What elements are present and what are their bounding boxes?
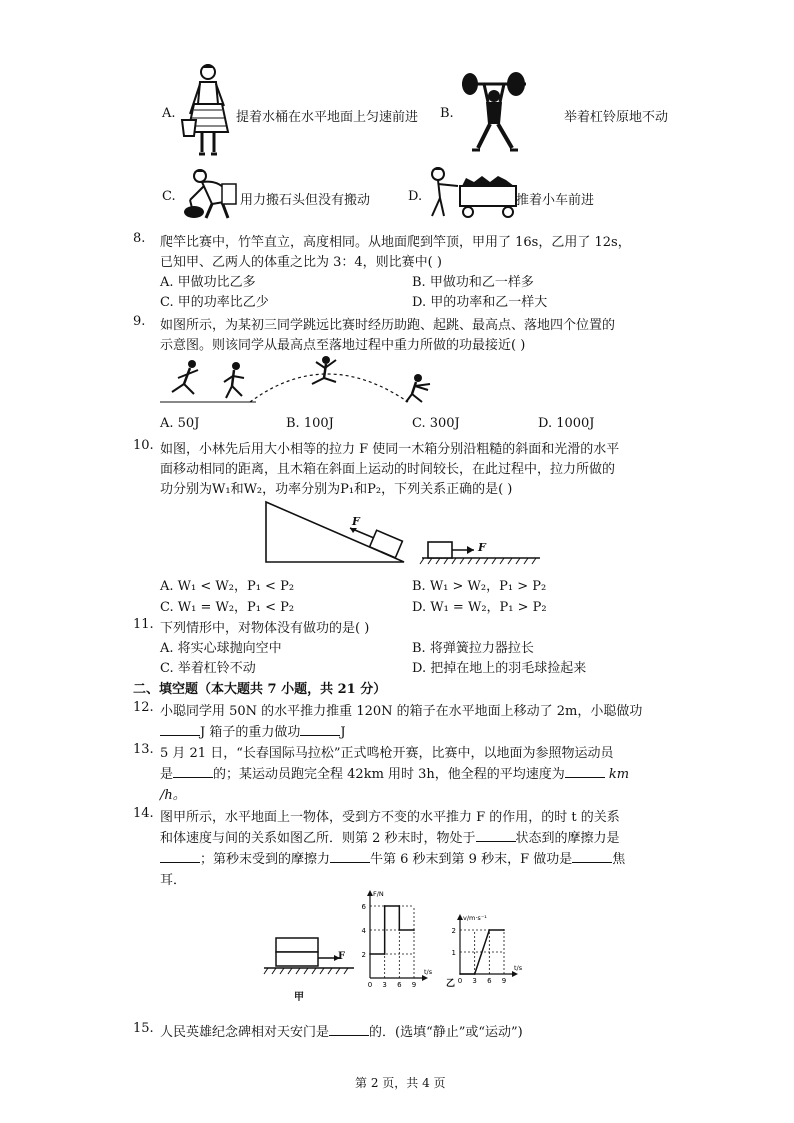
q9-option-a: A. 50J	[160, 416, 200, 431]
q15-stem-line1b: 的．(选填“静止”或“运动”)	[369, 1025, 523, 1040]
q11-option-a: A. 将实心球抛向空中	[160, 641, 282, 656]
q15-stem-line1	[160, 1021, 523, 1040]
q8-number: 8.	[133, 231, 146, 246]
q7-option-a-text: 提着水桶在水平地面上匀速前进	[236, 110, 419, 125]
graph2-xtick-label-3: 3	[472, 977, 477, 985]
q14-graph-force-time	[340, 880, 440, 990]
q14-fig-yi-label: 乙	[446, 979, 456, 989]
q14-blank-2[interactable]	[160, 850, 200, 863]
q14-fig-force-label: F	[338, 951, 346, 962]
q9-number: 9.	[133, 314, 146, 329]
q14-stem-line1: 图甲所示，水平地面上一物体，受到方不变的水平推力 F 的作用，的时 t 的关系	[160, 810, 620, 825]
q11-option-c: C. 举着杠铃不动	[160, 661, 256, 676]
q11-option-d: D. 把掉在地上的羽毛球捡起来	[412, 661, 587, 676]
page-footer: 第 2 页，共 4 页	[355, 1076, 446, 1090]
q13-blank-2[interactable]	[565, 765, 605, 778]
graph2-ytick-label-2: 2	[451, 927, 456, 935]
q13-stem-line2b: 的；某运动员跑完全程 42km 用时 3h，他全程的平均速度为	[213, 767, 565, 782]
q9-option-d: D. 1000J	[538, 416, 595, 431]
graph2-xlabel: t/s	[514, 964, 523, 972]
q8-stem-line1: 爬竿比赛中，竹竿直立，高度相同。从地面爬到竿顶，甲用了 16s，乙用了 12s，	[160, 235, 631, 250]
q7-option-b-label: B.	[440, 106, 454, 121]
q12-stem-line2a: J 箱子的重力做功	[200, 725, 301, 740]
graph1-ylabel: F/N	[373, 890, 384, 898]
q9-option-b: B. 100J	[286, 416, 334, 431]
graph2-ytick-label-1: 1	[451, 949, 456, 957]
q8-option-d: D. 甲的功率和乙一样大	[412, 295, 548, 310]
figure-woman-bucket	[180, 62, 236, 158]
graph2-ylabel: v/m·s⁻¹	[463, 914, 487, 922]
q15-stem-line1a: 人民英雄纪念碑相对天安门是	[160, 1025, 330, 1040]
q10-option-c: C. W₁ = W₂，P₁ < P₂	[160, 600, 295, 615]
q12-blank-1[interactable]	[160, 723, 200, 736]
q14-stem-line2b: 状态到的摩擦力是	[515, 831, 620, 846]
q7-option-a-label: A.	[162, 106, 176, 121]
q13-stem-line2	[160, 763, 629, 782]
q12-stem-line2	[160, 721, 346, 740]
q10-option-d: D. W₁ = W₂，P₁ > P₂	[412, 600, 547, 615]
q13-number: 13.	[133, 742, 154, 757]
q10-fig-f-flat: F	[478, 541, 486, 554]
section-title-fill-blank: 二、填空题（本大题共 7 小题，共 21 分）	[133, 682, 387, 697]
q12-number: 12.	[133, 700, 154, 715]
q7-option-c-text: 用力搬石头但没有搬动	[240, 193, 371, 208]
graph2-xtick-label-0: 0	[457, 977, 463, 985]
q14-stem-line2	[160, 827, 620, 846]
q14-fig-jia-label: 甲	[294, 992, 304, 1003]
figure-weightlifter	[458, 70, 530, 154]
graph1-xtick-label-0: 0	[367, 981, 373, 989]
q14-graph-velocity-time	[440, 892, 540, 988]
q11-stem-line1: 下列情形中，对物体没有做功的是( )	[160, 621, 370, 636]
graph1-xtick-label-9: 9	[411, 981, 417, 989]
figure-incline-and-flat	[264, 500, 544, 570]
q12-stem-line1: 小聪同学用 50N 的水平推力推重 120N 的箱子在水平地面上移动了 2m，小聪做功	[160, 704, 643, 719]
q13-stem-line2a: 是	[160, 767, 174, 782]
q12-stem-line2b: J	[340, 725, 346, 740]
graph1-point	[384, 905, 386, 907]
graph2-point	[474, 973, 476, 975]
q14-blank-4[interactable]	[572, 850, 612, 863]
q7-option-b-text: 举着杠铃原地不动	[564, 110, 669, 125]
q10-option-b: B. W₁ > W₂，P₁ > P₂	[412, 579, 547, 594]
q15-blank-1[interactable]	[329, 1023, 369, 1036]
q10-stem-line1: 如图，小林先后用大小相等的拉力 F 使同一木箱分别沿粗糙的斜面和光滑的水平	[160, 442, 620, 457]
figure-person-cart	[424, 164, 520, 222]
graph1-point	[384, 953, 386, 955]
graph1-point	[413, 929, 415, 931]
q13-stem-line3: /h。	[160, 788, 186, 803]
graph1-ytick-label-2: 2	[361, 951, 366, 959]
q14-stem-line2a: 和体速度与间的关系如图乙所．则第 2 秒末时，物处于	[160, 831, 476, 846]
graph2-point	[459, 973, 461, 975]
figure-long-jump	[160, 356, 444, 412]
q13-stem-line1: 5 月 21 日，“长春国际马拉松”正式鸣枪开赛，比赛中，以地面为参照物运动员	[160, 746, 614, 761]
graph1-ytick-label-4: 4	[361, 927, 366, 935]
q8-stem-line2: 已知甲、乙两人的体重之比为 3：4，则比赛中( )	[160, 255, 442, 270]
q12-blank-2[interactable]	[300, 723, 340, 736]
q9-stem-line2: 示意图。则该同学从最高点至落地过程中重力所做的功最接近( )	[160, 338, 526, 353]
q9-option-c: C. 300J	[412, 416, 460, 431]
q14-stem-line3c: 焦	[612, 852, 626, 867]
graph1-xlabel: t/s	[424, 968, 433, 976]
graph1-point	[398, 929, 400, 931]
q14-blank-3[interactable]	[330, 850, 370, 863]
graph1-ytick-label-6: 6	[361, 903, 366, 911]
q8-option-b: B. 甲做功和乙一样多	[412, 275, 534, 290]
q14-blank-1[interactable]	[476, 829, 516, 842]
graph2-point	[488, 929, 490, 931]
q10-fig-f-incline: F	[352, 515, 360, 528]
graph1-point	[369, 953, 371, 955]
q7-option-d-label: D.	[408, 189, 423, 204]
q7-option-d-text: 推着小车前进	[516, 193, 595, 208]
q10-stem-line3: 功分别为W₁和W₂，功率分别为P₁和P₂，下列关系正确的是( )	[160, 482, 513, 497]
q11-number: 11.	[133, 617, 154, 632]
q8-option-c: C. 甲的功率比乙少	[160, 295, 269, 310]
graph1-xtick-label-6: 6	[397, 981, 402, 989]
q14-stem-line3	[160, 848, 625, 867]
q10-stem-line2: 面移动相同的距离，且木箱在斜面上运动的时间较长，在此过程中，拉力所做的	[160, 462, 616, 477]
q9-stem-line1: 如图所示，为某初三同学跳远比赛时经历助跑、起跳、最高点、落地四个位置的	[160, 318, 616, 333]
q10-number: 10.	[133, 438, 154, 453]
q14-stem-line3a: ；第秒末受到的摩擦力	[200, 852, 331, 867]
figure-woman-stone	[178, 166, 238, 222]
graph2-xtick-label-6: 6	[487, 977, 492, 985]
q13-stem-line2c: km	[608, 767, 630, 782]
q14-stem-line4: 耳．	[160, 873, 187, 888]
q11-option-b: B. 将弹簧拉力器拉长	[412, 641, 534, 656]
q14-number: 14.	[133, 806, 154, 821]
q13-blank-1[interactable]	[173, 765, 213, 778]
q7-option-c-label: C.	[162, 189, 176, 204]
q8-option-a: A. 甲做功比乙多	[160, 275, 256, 290]
graph1-xtick-label-3: 3	[382, 981, 387, 989]
q14-stem-line3b: 牛第 6 秒末到第 9 秒末，F 做功是	[370, 852, 573, 867]
q15-number: 15.	[133, 1021, 154, 1036]
graph2-xtick-label-9: 9	[501, 977, 507, 985]
graph2-point	[503, 929, 505, 931]
q10-option-a: A. W₁ < W₂，P₁ < P₂	[160, 579, 295, 594]
graph1-point	[398, 905, 400, 907]
